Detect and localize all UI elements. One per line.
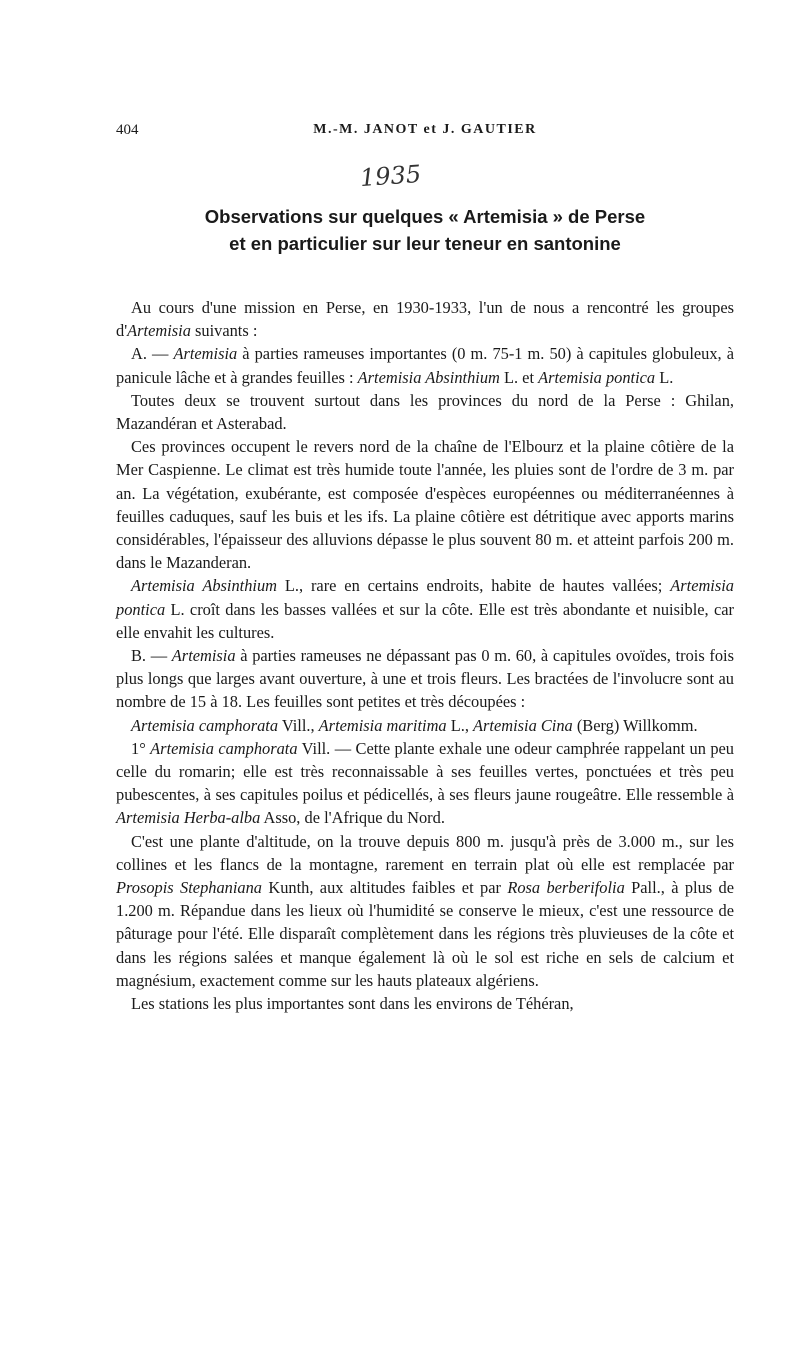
paragraph-1: Au cours d'une mission en Perse, en 1930-1933, l'un de nous a rencontré les groupes d'Artemisia suivants : bbox=[116, 298, 734, 341]
paragraph-9: C'est une plante d'altitude, on la trouve depuis 800 m. jusqu'à près de 3.000 m., sur les collines et les flancs de la montagne, rarement en terrain plat où elle est remplacée par Prosopis Stephaniana Kunth, aux altitudes faibles et par Rosa berberifolia Pall., à plus de 1.200 m. Répandue dans les lieux où l'humidité se conserve le mieux, c'est une ressource de pâturage pour l'été. Elle disparaît complètement dans les régions très pluvieuses de la côte et dans les régions salées et manque également là où le sol est riche en sels de calcium et magnésium, exactement comme sur les hauts plateaux algériens. bbox=[116, 831, 734, 990]
title-line-2: et en particulier sur leur teneur en santonine bbox=[229, 233, 621, 254]
paragraph-3: Toutes deux se trouvent surtout dans les provinces du nord de la Perse : Ghilan, Mazandéran et Asterabad. bbox=[116, 390, 734, 434]
paragraph-6: B. — Artemisia à parties rameuses ne dépassant pas 0 m. 60, à capitules ovoïdes, trois fois plus longs que larges avant ouverture, à une et trois fleurs. Les bractées de l'involucre sont au nombre de 15 à 18. Les feuilles sont petites et très découpées : bbox=[116, 646, 734, 712]
paragraph-8: 1° Artemisia camphorata Vill. — Cette plante exhale une odeur camphrée rappelant un peu celle du romarin; elle est très reconnaissable à ses feuilles vertes, ponctuées et très peu pubescentes, à ses capitules poilus et pédicellés, à ses fleurs jaune rougeâtre. Elle ressemble à Artemisia Herba-alba Asso, de l'Afrique du Nord. bbox=[116, 738, 734, 828]
page-number: 404 bbox=[116, 122, 139, 138]
title-line-1: Observations sur quelques « Artemisia » de Perse bbox=[204, 206, 646, 227]
page-header bbox=[116, 122, 734, 142]
article-title bbox=[116, 203, 734, 257]
running-head: M.-M. JANOT et J. GAUTIER bbox=[313, 122, 537, 137]
article-body bbox=[116, 296, 734, 1015]
paragraph-10: Les stations les plus importantes sont dans les environs de Téhéran, bbox=[131, 994, 574, 1014]
paragraph-2: A. — Artemisia à parties rameuses importantes (0 m. 75-1 m. 50) à capitules globuleux, à panicule lâche et à grandes feuilles : Artemisia Absinthium L. et Artemisia pontica L. bbox=[116, 344, 734, 387]
handwritten-annotation: 1935 bbox=[359, 159, 422, 193]
paragraph-5: Artemisia Absinthium L., rare en certains endroits, habite de hautes vallées; Artemisia pontica L. croît dans les basses vallées et sur la côte. Elle est très abondante et nuisible, car elle envahit les cultures. bbox=[116, 576, 734, 642]
paragraph-4: Ces provinces occupent le revers nord de la chaîne de l'Elbourz et la plaine côtière de la Mer Caspienne. Le climat est très humide toute l'année, les pluies sont de l'ordre de 3 m. par an. La végétation, exubérante, est composée d'espèces européennes ou méditerranéennes à feuilles caduques, sauf les buis et les ifs. La plaine côtière est détritique avec apports marins considérables, l'épaisseur des alluvions dépasse le plus souvent 80 m. et atteint parfois 200 m. dans le Mazanderan. bbox=[116, 437, 734, 573]
paragraph-7: Artemisia camphorata Vill., Artemisia maritima L., Artemisia Cina (Berg) Willkomm. bbox=[131, 715, 698, 735]
